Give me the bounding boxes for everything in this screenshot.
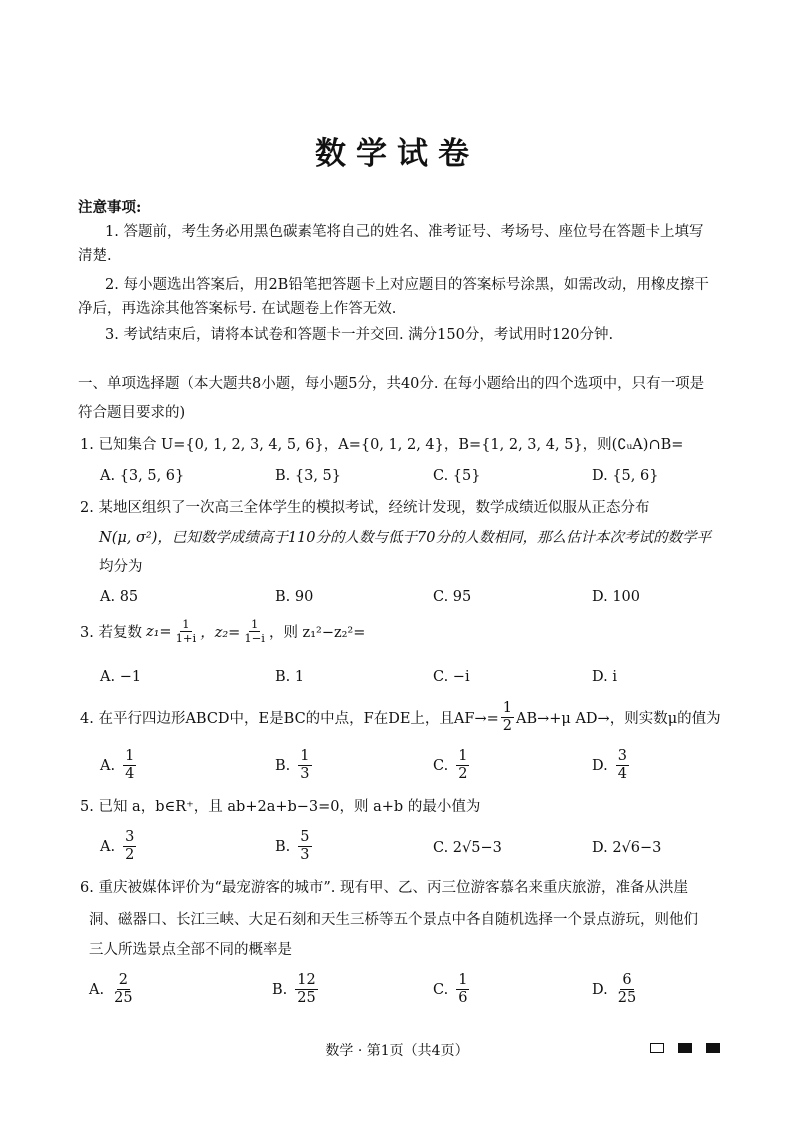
q4-option-c-fraction (456, 748, 469, 783)
q4-option-c-denominator: 2 (458, 766, 468, 782)
q4-option-a-denominator: 4 (125, 766, 135, 782)
q6-option-b (272, 972, 320, 1007)
q5-option-c: C. 2√5−3 (433, 840, 502, 856)
q2-option-a: A. 85 (100, 589, 139, 605)
question-2-line-1: 2. 某地区组织了一次高三全体学生的模拟考试，经统计发现，数学成绩近似服从正态分布 (80, 500, 650, 516)
section-1-heading-line-2: 符合题目要求的) (78, 405, 186, 421)
page-title: 数学试卷 (315, 136, 479, 172)
notice-heading: 注意事项: (78, 199, 142, 216)
q2-option-b: B. 90 (275, 589, 314, 605)
q1-option-c: C. {5} (433, 468, 481, 484)
q3-suffix: ，则 z₁²−z₂²= (268, 625, 366, 641)
q6-option-d-denominator: 25 (617, 990, 637, 1006)
q4-option-a (100, 748, 138, 783)
q5-option-b-denominator: 3 (300, 847, 310, 863)
q2-option-c: C. 95 (433, 589, 472, 605)
q2-option-d: D. 100 (592, 589, 641, 605)
q3-z2-numerator: 1 (250, 617, 259, 631)
q6-option-b-fraction (295, 972, 317, 1007)
page-footer: 数学 · 第1页（共4页） (325, 1043, 469, 1059)
q5-option-b-numerator: 5 (300, 829, 310, 845)
q6-option-a (89, 972, 137, 1007)
q4-option-d-fraction (616, 748, 629, 783)
q3-option-c: C. −i (433, 669, 470, 685)
q4-option-b-fraction (298, 748, 311, 783)
footer-marker-filled-1 (678, 1043, 692, 1053)
notice-item-1-line-2: 清楚. (78, 248, 112, 264)
q4-option-b (275, 748, 314, 783)
q3-z1-fraction (174, 618, 199, 645)
q4-fraction-denominator: 2 (502, 718, 512, 734)
q3-z1-denominator: 1+i (175, 631, 197, 645)
q4-prefix: 4. 在平行四边形ABCD中，E是BC的中点，F在DE上，且AF→= (80, 711, 499, 727)
q3-z2-denominator: 1−i (244, 631, 265, 645)
q4-fraction (501, 700, 514, 735)
footer-marker-empty (650, 1043, 664, 1053)
q3-z2-fraction (242, 618, 267, 645)
q4-option-a-fraction (123, 748, 136, 783)
q4-option-d-denominator: 4 (617, 766, 627, 782)
question-2-line-3: 均分为 (99, 559, 143, 575)
q1-option-d: D. {5, 6} (592, 468, 659, 484)
q6-option-d (592, 972, 640, 1007)
q5-option-b-label: B. (275, 838, 291, 855)
question-6-line-3: 三人所选景点全部不同的概率是 (89, 942, 292, 958)
q4-option-b-numerator: 1 (300, 748, 310, 764)
notice-item-1-line-1: 1. 答题前，考生务必用黑色碳素笔将自己的姓名、准考证号、考场号、座位号在答题卡上填写 (105, 224, 704, 240)
q3-option-d: D. i (592, 669, 617, 685)
question-6-line-1: 6. 重庆被媒体评价为“最宠游客的城市”. 现有甲、乙、丙三位游客慕名来重庆旅游，准备从洪崖 (80, 880, 688, 896)
notice-item-3: 3. 考试结束后，请将本试卷和答题卡一并交回. 满分150分，考试用时120分钟. (105, 327, 614, 343)
q4-option-b-label: B. (275, 757, 291, 774)
q5-option-a-denominator: 2 (125, 847, 135, 863)
notice-item-2-line-1: 2. 每小题选出答案后，用2B铅笔把答题卡上对应题目的答案标号涂黑，如需改动，用橡皮擦干 (105, 277, 709, 293)
question-5-stem: 5. 已知 a，b∈R⁺，且 ab+2a+b−3=0，则 a+b 的最小值为 (80, 799, 481, 815)
q4-option-d-numerator: 3 (617, 748, 627, 764)
q6-option-a-label: A. (89, 981, 105, 998)
q4-option-a-label: A. (100, 757, 116, 774)
q6-option-a-numerator: 2 (118, 972, 128, 988)
q5-option-b (275, 829, 314, 864)
q6-option-b-denominator: 25 (297, 990, 316, 1006)
q1-option-b: B. {3, 5} (275, 468, 341, 484)
q3-prefix: 3. 若复数 (80, 625, 142, 641)
q6-option-c-label: C. (433, 981, 449, 998)
question-2-line-2: N(μ, σ²)，已知数学成绩高于110分的人数与低于70分的人数相同，那么估计本次考试的数学平 (99, 530, 711, 546)
q4-option-c-label: C. (433, 757, 449, 774)
q1-option-a: A. {3, 5, 6} (100, 468, 185, 484)
q4-fraction-numerator: 1 (502, 700, 512, 716)
q3-option-b: B. 1 (275, 669, 305, 685)
q6-option-c-numerator: 1 (458, 972, 468, 988)
q4-option-b-denominator: 3 (300, 766, 310, 782)
q3-z1-numerator: 1 (182, 617, 190, 631)
question-3-stem (80, 618, 365, 645)
q6-option-d-label: D. (592, 981, 608, 998)
q3-z2-label: ，z₂= (200, 625, 241, 641)
q4-option-d (592, 748, 631, 783)
q6-option-a-denominator: 25 (114, 990, 133, 1006)
q4-option-c (433, 748, 471, 783)
q5-option-b-fraction (298, 829, 311, 864)
q6-option-c-fraction (456, 972, 469, 1007)
q5-option-a-fraction (123, 829, 136, 864)
q4-option-d-label: D. (592, 757, 608, 774)
q5-option-a-label: A. (100, 838, 116, 855)
question-1-stem: 1. 已知集合 U={0, 1, 2, 3, 4, 5, 6}，A={0, 1, 2, 4}，B={1, 2, 3, 4, 5}，则(∁ᵤA)∩B= (80, 437, 684, 453)
section-1-heading-line-1: 一、单项选择题（本大题共8小题，每小题5分，共40分. 在每小题给出的四个选项中，只有一项是 (78, 376, 705, 392)
q5-option-a-numerator: 3 (125, 829, 135, 845)
q6-option-c-denominator: 6 (458, 990, 468, 1006)
q5-option-d: D. 2√6−3 (592, 840, 662, 856)
q6-option-c (433, 972, 471, 1007)
q6-option-b-numerator: 12 (297, 972, 316, 988)
question-4-stem (80, 700, 721, 735)
q4-option-c-numerator: 1 (458, 748, 468, 764)
footer-marker-filled-2 (706, 1043, 720, 1053)
q6-option-d-numerator: 6 (622, 972, 632, 988)
q4-suffix: AB→+μ AD→，则实数μ的值为 (516, 711, 721, 727)
notice-item-2-line-2: 净后，再选涂其他答案标号. 在试题卷上作答无效. (78, 301, 397, 317)
question-6-line-2: 洞、磁器口、长江三峡、大足石刻和天生三桥等五个景点中各自随机选择一个景点游玩，则他们 (89, 912, 698, 928)
q3-z1-label: z₁= (145, 623, 172, 640)
q6-option-a-fraction (112, 972, 134, 1007)
q4-option-a-numerator: 1 (125, 748, 135, 764)
q6-option-d-fraction (616, 972, 638, 1007)
q3-option-a: A. −1 (100, 669, 142, 685)
q5-option-a (100, 829, 138, 864)
q6-option-b-label: B. (272, 981, 288, 998)
